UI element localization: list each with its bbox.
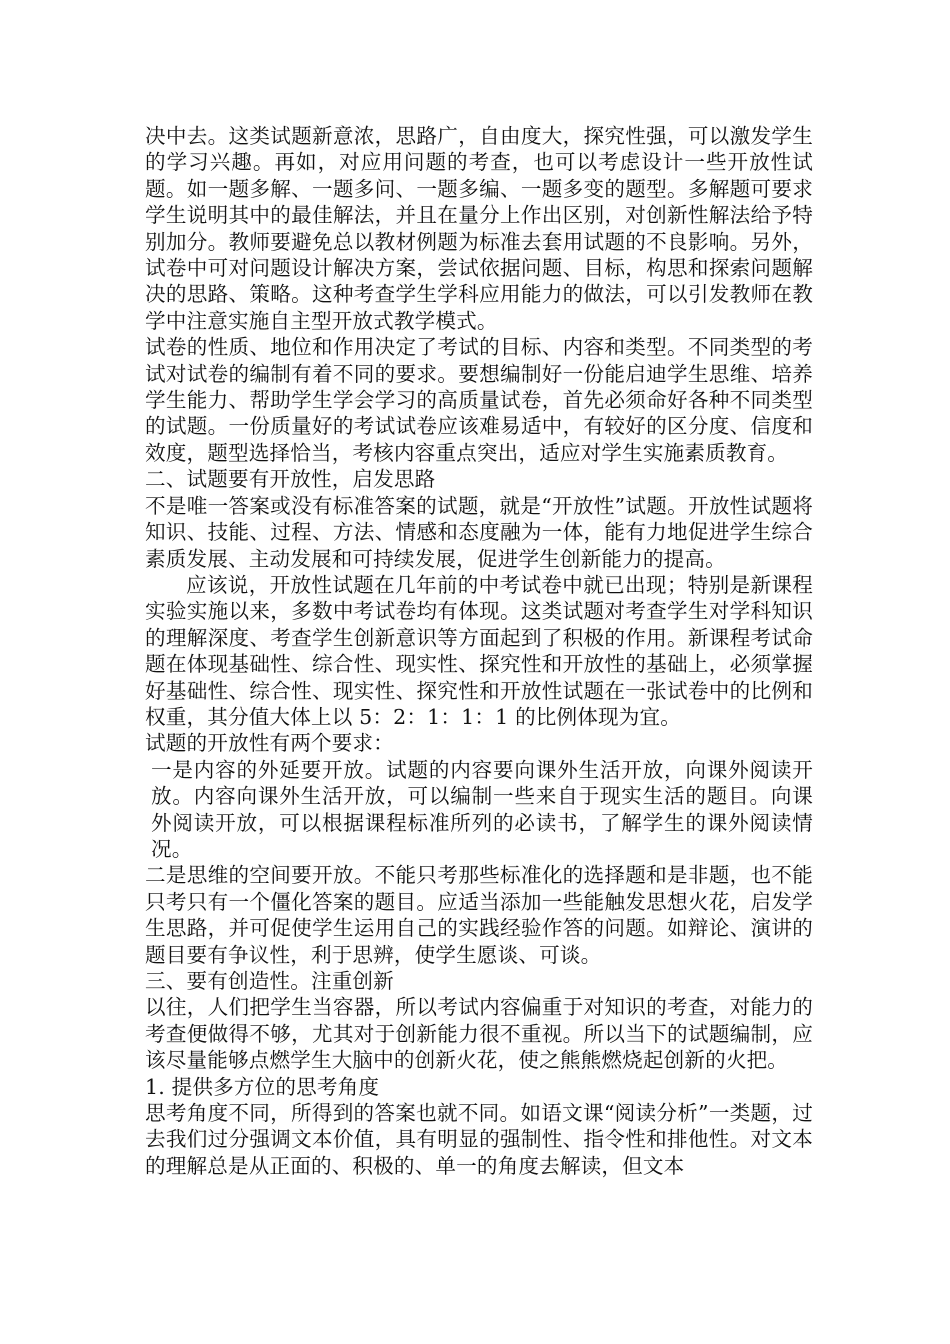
paragraph-exam-nature: 试卷的性质、地位和作用决定了考试的目标、内容和类型。不同类型的考试对试卷的编制有着不同的要求。要想编制好一份能启迪学生思维、培养学生能力、帮助学生学会学习的高质量试卷，首先必须命好各种不同类型的试题。一份质量好的考试试卷应该难易适中，有较好的区分度、信度和效度，题型选择恰当，考核内容重点突出，适应对学生实施素质教育。 <box>145 335 813 465</box>
paragraph-requirement-content: 一是内容的外延要开放。试题的内容要向课外生活开放，向课外阅读开放。内容向课外生活开放，可以编制一些来自于现实生活的题目。向课外阅读开放，可以根据课程标准所列的必读书，了解学生的课外阅读情况。 <box>151 757 813 861</box>
paragraph-continuation: 决中去。这类试题新意浓，思路广，自由度大，探究性强，可以激发学生的学习兴趣。再如，对应用问题的考查，也可以考虑设计一些开放性试题。如一题多解、一题多问、一题多编、一题多变的题型。多解题可要求学生说明其中的最佳解法，并且在量分上作出区别，对创新性解法给予特别加分。教师要避免总以教材例题为标准去套用试题的不良影响。另外，试卷中可对问题设计解决方案，尝试依据问题、目标，构思和探索问题解决的思路、策略。这种考查学生学科应用能力的做法，可以引发教师在教学中注意实施自主型开放式教学模式。 <box>145 124 813 333</box>
paragraph-creativity: 以往，人们把学生当容器，所以考试内容偏重于对知识的考查，对能力的考查便做得不够，尤其对于创新能力很不重视。所以当下的试题编制，应该尽量能够点燃学生大脑中的创新火花，使之熊熊燃烧起创新的火把。 <box>145 995 813 1073</box>
paragraph-open-question-definition: 不是唯一答案或没有标准答案的试题，就是“开放性”试题。开放性试题将知识、技能、过程、方法、情感和态度融为一体，能有力地促进学生综合素质发展、主动发展和可持续发展，促进学生创新能力的提高。 <box>145 493 813 571</box>
paragraph-two-requirements: 试题的开放性有两个要求： <box>145 731 394 756</box>
subsection-heading-angles: 1. 提供多方位的思考角度 <box>145 1074 380 1099</box>
section-heading-creativity: 三、要有创造性。注重创新 <box>145 969 394 993</box>
section-heading-openness: 二、试题要有开放性，启发思路 <box>145 467 436 492</box>
document-body <box>145 123 813 1179</box>
paragraph-requirement-thinking: 二是思维的空间要开放。不能只考那些标准化的选择题和是非题，也不能只考只有一个僵化答案的题目。应适当添加一些能触发思想火花，启发学生思路，并可促使学生运用自己的实践经验作答的问题。如辩论、演讲的题目要有争议性，利于思辨，使学生愿谈、可谈。 <box>145 863 813 967</box>
paragraph-open-question-history: 应该说，开放性试题在几年前的中考试卷中就已出现；特别是新课程实验实施以来，多数中考试卷均有体现。这类试题对考查学生对学科知识的理解深度、考查学生创新意识等方面起到了积极的作用。新课程考试命题在体现基础性、综合性、现实性、探究性和开放性的基础上，必须掌握好基础性、综合性、现实性、探究性和开放性试题在一张试卷中的比例和权重，其分值大体上以 5：2：1：1：1 的比例体现为宜。 <box>145 572 813 729</box>
paragraph-angles: 思考角度不同，所得到的答案也就不同。如语文课“阅读分析”一类题，过去我们过分强调文本价值，具有明显的强制性、指令性和排他性。对文本的理解总是从正面的、积极的、单一的角度去解读，但文本 <box>145 1101 813 1178</box>
